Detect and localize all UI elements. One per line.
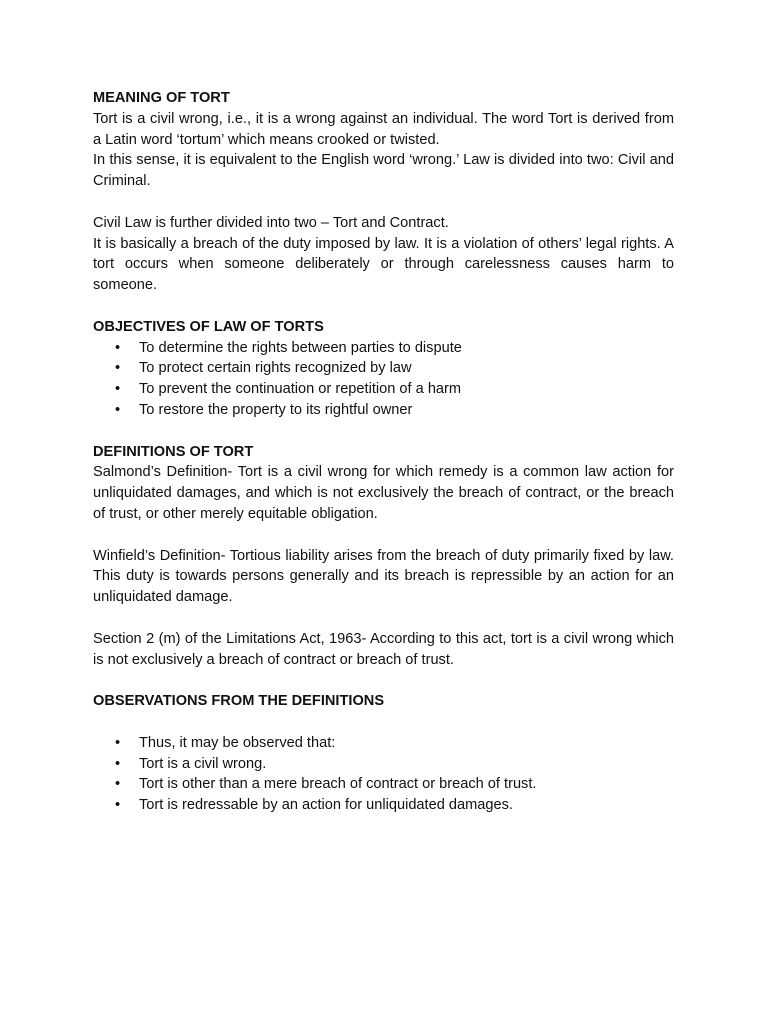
bullet-icon: • [115, 339, 121, 356]
list-item [93, 774, 674, 795]
section-heading-meaning: MEANING OF TORT [93, 90, 230, 106]
list-item-text: To determine the rights between parties to dispute [139, 339, 462, 356]
list-item [93, 358, 674, 379]
spacer [93, 525, 674, 546]
spacer [93, 712, 674, 733]
paragraph: Tort is a civil wrong, i.e., it is a wrong against an individual. The word Tort is derived from a Latin word ‘tortum’ which means crooked or twisted. [93, 110, 674, 148]
bullet-icon: • [115, 797, 121, 814]
document-body [93, 88, 674, 816]
list-item-text: To protect certain rights recognized by law [139, 360, 412, 377]
list-item-text: Tort is a civil wrong. [139, 755, 267, 772]
objectives-list [93, 338, 674, 421]
paragraph: In this sense, it is equivalent to the English word ‘wrong.’ Law is divided into two: Civil and Criminal. [93, 152, 674, 190]
spacer [93, 608, 674, 629]
list-item [93, 795, 674, 816]
spacer [93, 421, 674, 442]
section-heading-objectives: OBJECTIVES OF LAW OF TORTS [93, 318, 324, 335]
list-item-text: Tort is other than a mere breach of contract or breach of trust. [139, 776, 537, 793]
paragraph-winfield: Winfield’s Definition- Tortious liability arises from the breach of duty primarily fixed by law. This duty is towards persons generally and its breach is repressible by an action for an unliquidated damage. [93, 547, 674, 606]
bullet-icon: • [115, 360, 121, 377]
paragraph: It is basically a breach of the duty imposed by law. It is a violation of others’ legal rights. A tort occurs when someone deliberately or through carelessness causes harm to someone. [93, 235, 674, 294]
section-heading-definitions: DEFINITIONS OF TORT [93, 443, 254, 460]
bullet-icon: • [115, 734, 121, 751]
list-item [93, 400, 674, 421]
list-item [93, 379, 674, 400]
list-item-text: Thus, it may be observed that: [139, 734, 336, 751]
bullet-icon: • [115, 381, 121, 398]
bullet-icon: • [115, 776, 121, 793]
spacer [93, 192, 674, 213]
spacer [93, 670, 674, 691]
paragraph-limitations-act: Section 2 (m) of the Limitations Act, 1963- According to this act, tort is a civil wrong which is not exclusively a breach of contract or breach of trust. [93, 630, 674, 668]
spacer [93, 296, 674, 317]
bullet-icon: • [115, 401, 121, 418]
list-item-text: To prevent the continuation or repetition of a harm [139, 381, 462, 398]
paragraph: Civil Law is further divided into two – Tort and Contract. [93, 214, 449, 231]
bullet-icon: • [115, 755, 121, 772]
list-item [93, 733, 674, 754]
list-item [93, 754, 674, 775]
observations-list [93, 733, 674, 816]
list-item-text: To restore the property to its rightful owner [139, 401, 413, 418]
paragraph-salmond: Salmond’s Definition- Tort is a civil wrong for which remedy is a common law action for unliquidated damages, and which is not exclusively the breach of contract, or the breach of trust, or other merely equitable obligation. [93, 464, 674, 522]
list-item [93, 338, 674, 359]
section-heading-observations: OBSERVATIONS FROM THE DEFINITIONS [93, 693, 385, 710]
list-item-text: Tort is redressable by an action for unliquidated damages. [139, 797, 513, 814]
